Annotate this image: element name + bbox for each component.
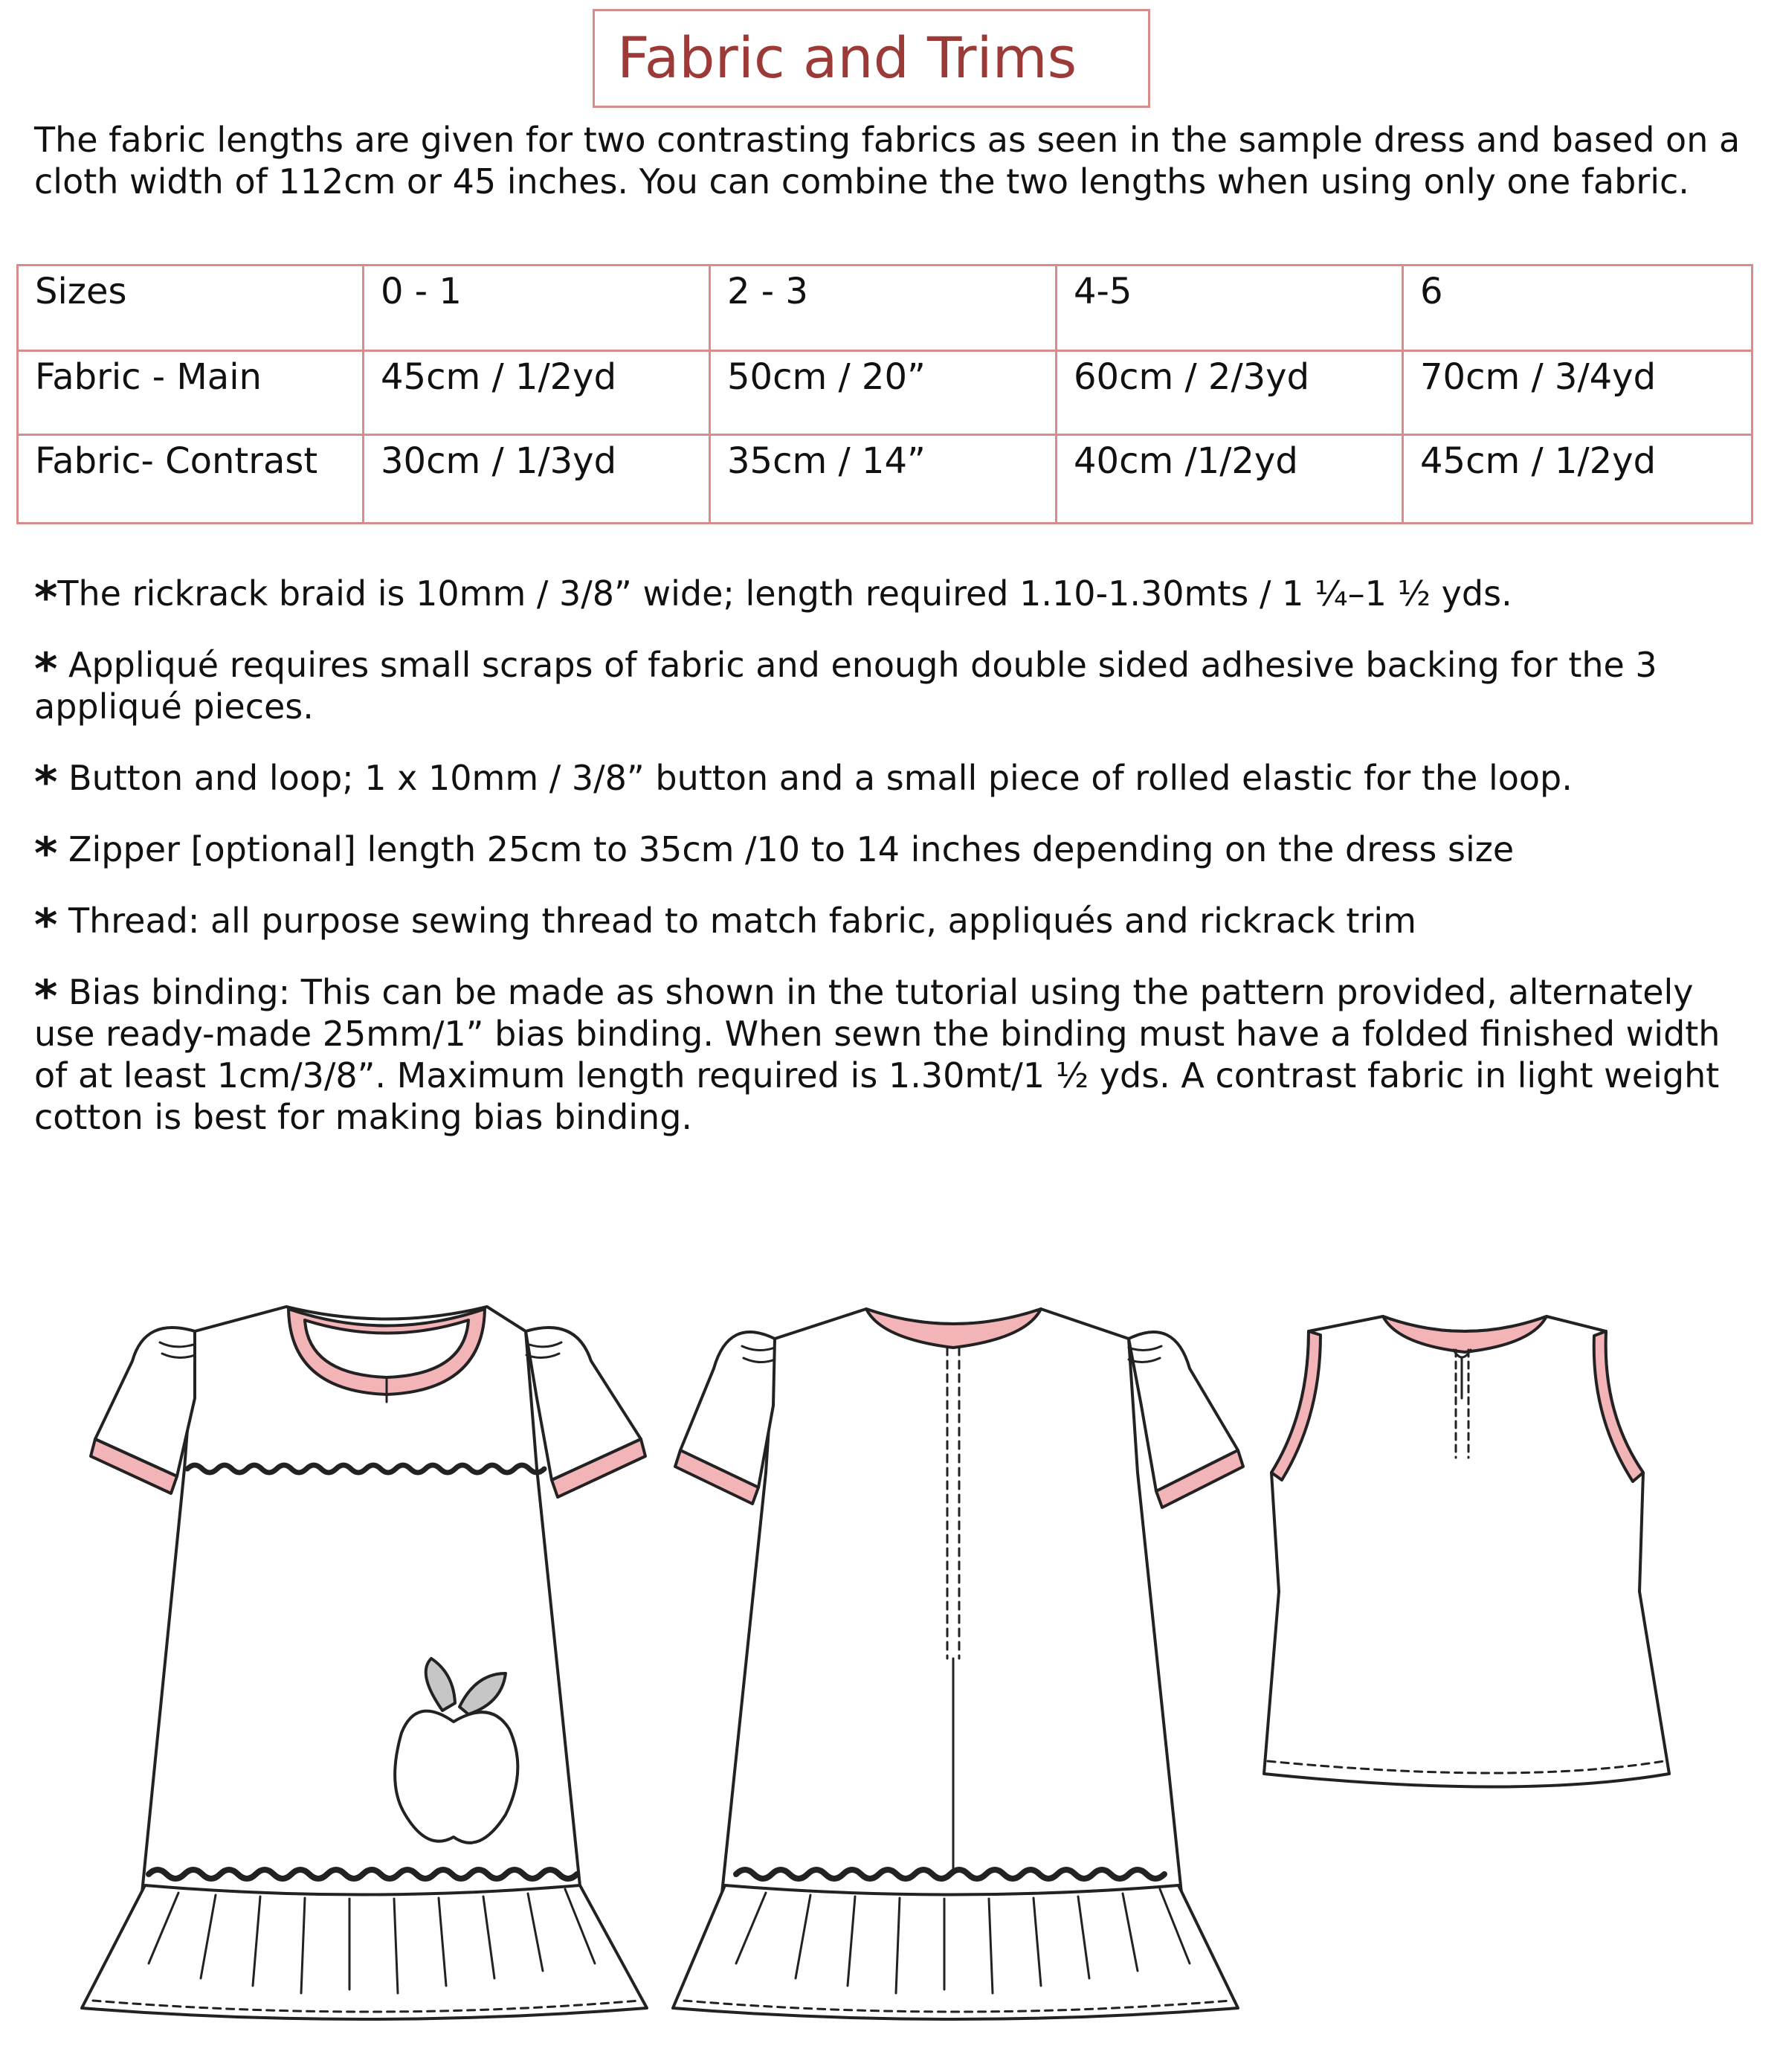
note-rickrack (34, 572, 1744, 624)
table-cell: 40cm /1/2yd (1057, 435, 1403, 524)
table-cell: 4-5 (1057, 266, 1403, 351)
table-cell: Fabric - Main (18, 351, 364, 435)
note-text: The rickrack braid is 10mm / 3/8” wide; length required 1.10-1.30mts / 1 ¼–1 ½ yds. (57, 573, 1512, 614)
note-text: Appliqué requires small scraps of fabric and enough double sided adhesive backing for the 3 appliqué pieces. (34, 645, 1657, 727)
note-applique (34, 644, 1744, 727)
note-text: Thread: all purpose sewing thread to match fabric, appliqués and rickrack trim (57, 901, 1416, 941)
top-back-drawing (1264, 1316, 1669, 1787)
table-cell: 45cm / 1/2yd (364, 351, 710, 435)
note-thread (34, 899, 1744, 951)
trims-notes (34, 573, 1744, 1168)
asterisk-icon: * (34, 971, 58, 1023)
asterisk-icon: * (34, 572, 58, 624)
asterisk-icon: * (34, 899, 58, 951)
title-box (593, 9, 1150, 108)
note-text: Bias binding: This can be made as shown in the tutorial using the pattern provided, alternately use ready-made 25mm/1” bias binding. When sewn the binding must have a folded finished width of at least 1cm/3/8”. Maximum length required is 1.30mt/1 ½ yds. A contrast fabric in light weight cotton is best for making bias binding. (34, 972, 1721, 1137)
note-text: Zipper [optional] length 25cm to 35cm /10 to 14 inches depending on the dress size (57, 829, 1515, 869)
note-bias-binding (34, 971, 1744, 1138)
asterisk-icon: * (34, 828, 58, 880)
table-cell: Fabric- Contrast (18, 435, 364, 524)
dress-front-drawing (82, 1307, 647, 2019)
note-button-loop (34, 756, 1744, 808)
table-cell: 60cm / 2/3yd (1057, 351, 1403, 435)
table-row-sizes (18, 266, 1752, 351)
note-text: Button and loop; 1 x 10mm / 3/8” button and a small piece of rolled elastic for the loop. (57, 758, 1573, 798)
table-cell: 2 - 3 (710, 266, 1057, 351)
table-cell: 35cm / 14” (710, 435, 1057, 524)
asterisk-icon: * (34, 756, 58, 808)
fabric-table (16, 264, 1753, 524)
table-row-fabric-contrast (18, 435, 1752, 524)
note-zipper (34, 828, 1744, 880)
table-cell: 0 - 1 (364, 266, 710, 351)
garment-illustrations (0, 1190, 1780, 2069)
dress-back-drawing (673, 1309, 1243, 2019)
table-cell: Sizes (18, 266, 364, 351)
intro-paragraph: The fabric lengths are given for two contrasting fabrics as seen in the sample dress and based on a cloth width of 112cm or 45 inches. You can combine the two lengths when using only one fabric. (34, 120, 1741, 202)
table-cell: 70cm / 3/4yd (1403, 351, 1752, 435)
page-title: Fabric and Trims (617, 25, 1077, 91)
table-cell: 30cm / 1/3yd (364, 435, 710, 524)
table-cell: 6 (1403, 266, 1752, 351)
table-row-fabric-main (18, 351, 1752, 435)
asterisk-icon: * (34, 643, 58, 695)
table-cell: 45cm / 1/2yd (1403, 435, 1752, 524)
table-cell: 50cm / 20” (710, 351, 1057, 435)
